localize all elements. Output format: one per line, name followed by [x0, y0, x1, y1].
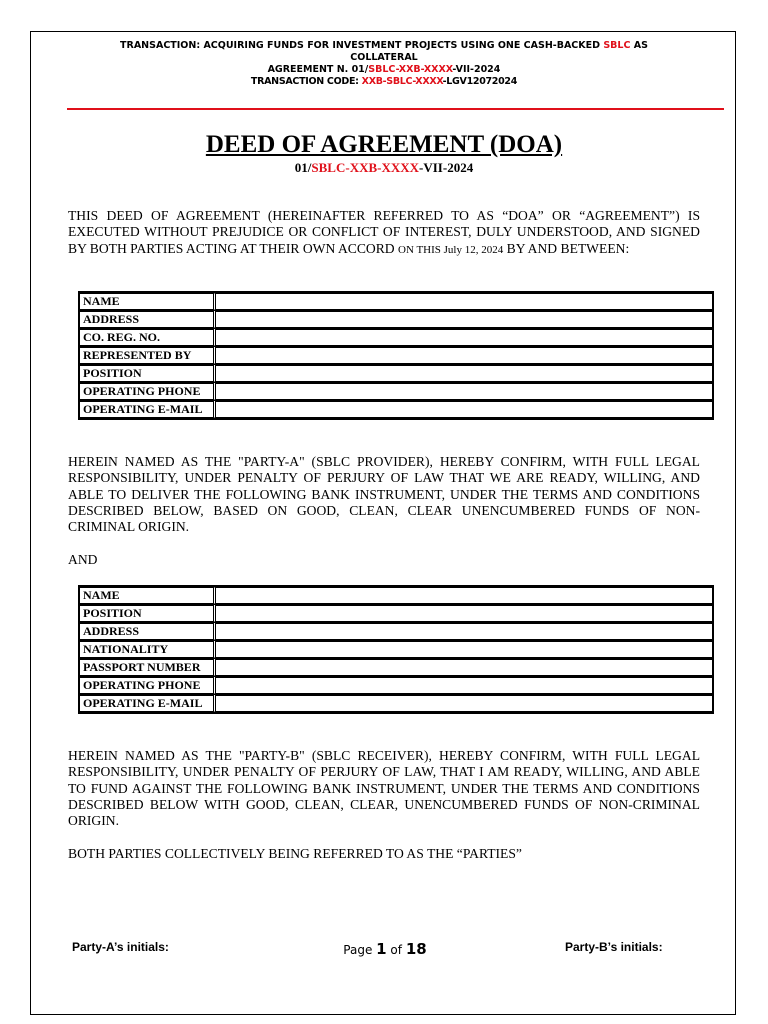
row-value — [216, 694, 712, 712]
row-value — [216, 587, 712, 604]
header-collateral-line: COLLATERAL — [350, 52, 418, 63]
row-label: NAME — [80, 587, 216, 604]
row-label: ADDRESS — [80, 622, 216, 640]
row-label: OPERATING E-MAIL — [80, 694, 216, 712]
row-value — [216, 640, 712, 658]
row-value — [216, 310, 712, 328]
intro-text: BY AND BETWEEN: — [503, 240, 630, 256]
intro-date-text: ON THIS July 12, 2024 — [398, 243, 504, 256]
header-text: AGREEMENT N. 01/ — [267, 64, 369, 75]
row-label: OPERATING PHONE — [80, 676, 216, 694]
row-value — [216, 293, 712, 310]
table-row — [80, 694, 712, 712]
party-a-table — [78, 291, 714, 420]
party-b-initials-label: Party-B’s initials: — [565, 940, 663, 954]
table-row — [80, 587, 712, 604]
ref-suffix: -VII-2024 — [419, 160, 474, 175]
row-label: ADDRESS — [80, 310, 216, 328]
page-total: 18 — [405, 940, 427, 958]
row-label: POSITION — [80, 364, 216, 382]
row-value — [216, 622, 712, 640]
row-value — [216, 658, 712, 676]
header-red-text: SBLC — [603, 40, 631, 51]
header-text: TRANSACTION CODE: — [250, 76, 362, 87]
document-title: DEED OF AGREEMENT (DOA) — [205, 131, 563, 158]
header-text: -VII-2024 — [452, 64, 501, 75]
table-row — [80, 364, 712, 382]
row-value — [216, 346, 712, 364]
row-label: REPRESENTED BY — [80, 346, 216, 364]
table-row — [80, 310, 712, 328]
table-row — [80, 640, 712, 658]
row-value — [216, 604, 712, 622]
table-row — [80, 622, 712, 640]
row-value — [216, 364, 712, 382]
page-word: Page — [343, 943, 377, 957]
row-label: CO. REG. NO. — [80, 328, 216, 346]
party-a-initials-label: Party-A’s initials: — [72, 940, 169, 954]
ref-prefix: 01/ — [294, 160, 312, 175]
header-red-text: XXB-SBLC-XXXX — [361, 76, 443, 87]
row-value — [216, 382, 712, 400]
table-row — [80, 346, 712, 364]
header-transaction-line — [68, 40, 700, 52]
row-label: NATIONALITY — [80, 640, 216, 658]
page-of: of — [386, 943, 406, 957]
intro-paragraph — [68, 208, 700, 258]
page-number — [330, 940, 440, 958]
row-value — [216, 676, 712, 694]
table-row — [80, 676, 712, 694]
table-row — [80, 293, 712, 310]
parties-paragraph: BOTH PARTIES COLLECTIVELY BEING REFERRED TO AS THE “PARTIES” — [68, 846, 522, 861]
document-reference — [68, 160, 700, 176]
party-b-table — [78, 585, 714, 714]
intro-text: THIS DEED OF AGREEMENT (HEREINAFTER REFERRED TO AS “DOA” OR “AGREEMENT”) IS EXECUTED WITHOUT PREJUDICE OR CONFLICT OF INTEREST, DULY UNDERSTOOD, AND SIGNED BY BOTH PARTIES ACTING AT THEIR OWN ACCORD — [68, 208, 700, 256]
table-row — [80, 604, 712, 622]
row-label: POSITION — [80, 604, 216, 622]
table-row — [80, 328, 712, 346]
header-text: AS — [630, 40, 648, 51]
row-label: PASSPORT NUMBER — [80, 658, 216, 676]
header-transaction-code-line — [68, 76, 700, 88]
row-label: OPERATING PHONE — [80, 382, 216, 400]
header-red-rule — [67, 108, 724, 110]
page-current: 1 — [376, 940, 387, 958]
header-text: TRANSACTION: ACQUIRING FUNDS FOR INVESTMENT PROJECTS USING ONE CASH-BACKED — [120, 40, 604, 51]
party-a-paragraph: HEREIN NAMED AS THE "PARTY-A" (SBLC PROVIDER), HEREBY CONFIRM, WITH FULL LEGAL RESPONSIBILITY, UNDER PENALTY OF PERJURY OF LAW THAT WE ARE READY, WILLING, AND ABLE TO DELIVER THE FOLLOWING BANK INSTRUMENT, UNDER THE TERMS AND CONDITIONS DESCRIBED BELOW, BASED ON GOOD, CLEAN, CLEAR UNENCUMBERED FUNDS OF NON-CRIMINAL ORIGIN. — [68, 454, 700, 535]
table-row — [80, 400, 712, 418]
header-red-text: SBLC-XXB-XXXX — [368, 64, 453, 75]
ref-red-text: SBLC-XXB-XXXX — [311, 160, 420, 175]
row-label: NAME — [80, 293, 216, 310]
header-agreement-line — [68, 64, 700, 76]
and-text: AND — [68, 552, 98, 567]
row-value — [216, 400, 712, 418]
table-row — [80, 382, 712, 400]
header-text: -LGV12072024 — [442, 76, 518, 87]
document-header — [68, 40, 700, 88]
row-label: OPERATING E-MAIL — [80, 400, 216, 418]
table-row — [80, 658, 712, 676]
row-value — [216, 328, 712, 346]
party-b-paragraph: HEREIN NAMED AS THE "PARTY-B" (SBLC RECEIVER), HEREBY CONFIRM, WITH FULL LEGAL RESPONSIBILITY, UNDER PENALTY OF PERJURY OF LAW, THAT I AM READY, WILLING, AND ABLE TO FUND AGAINST THE FOLLOWING BANK INSTRUMENT, UNDER THE TERMS AND CONDITIONS DESCRIBED BELOW WITH GOOD, CLEAN, CLEAR, UNENCUMBERED FUNDS OF NON-CRIMINAL ORIGIN. — [68, 748, 700, 829]
